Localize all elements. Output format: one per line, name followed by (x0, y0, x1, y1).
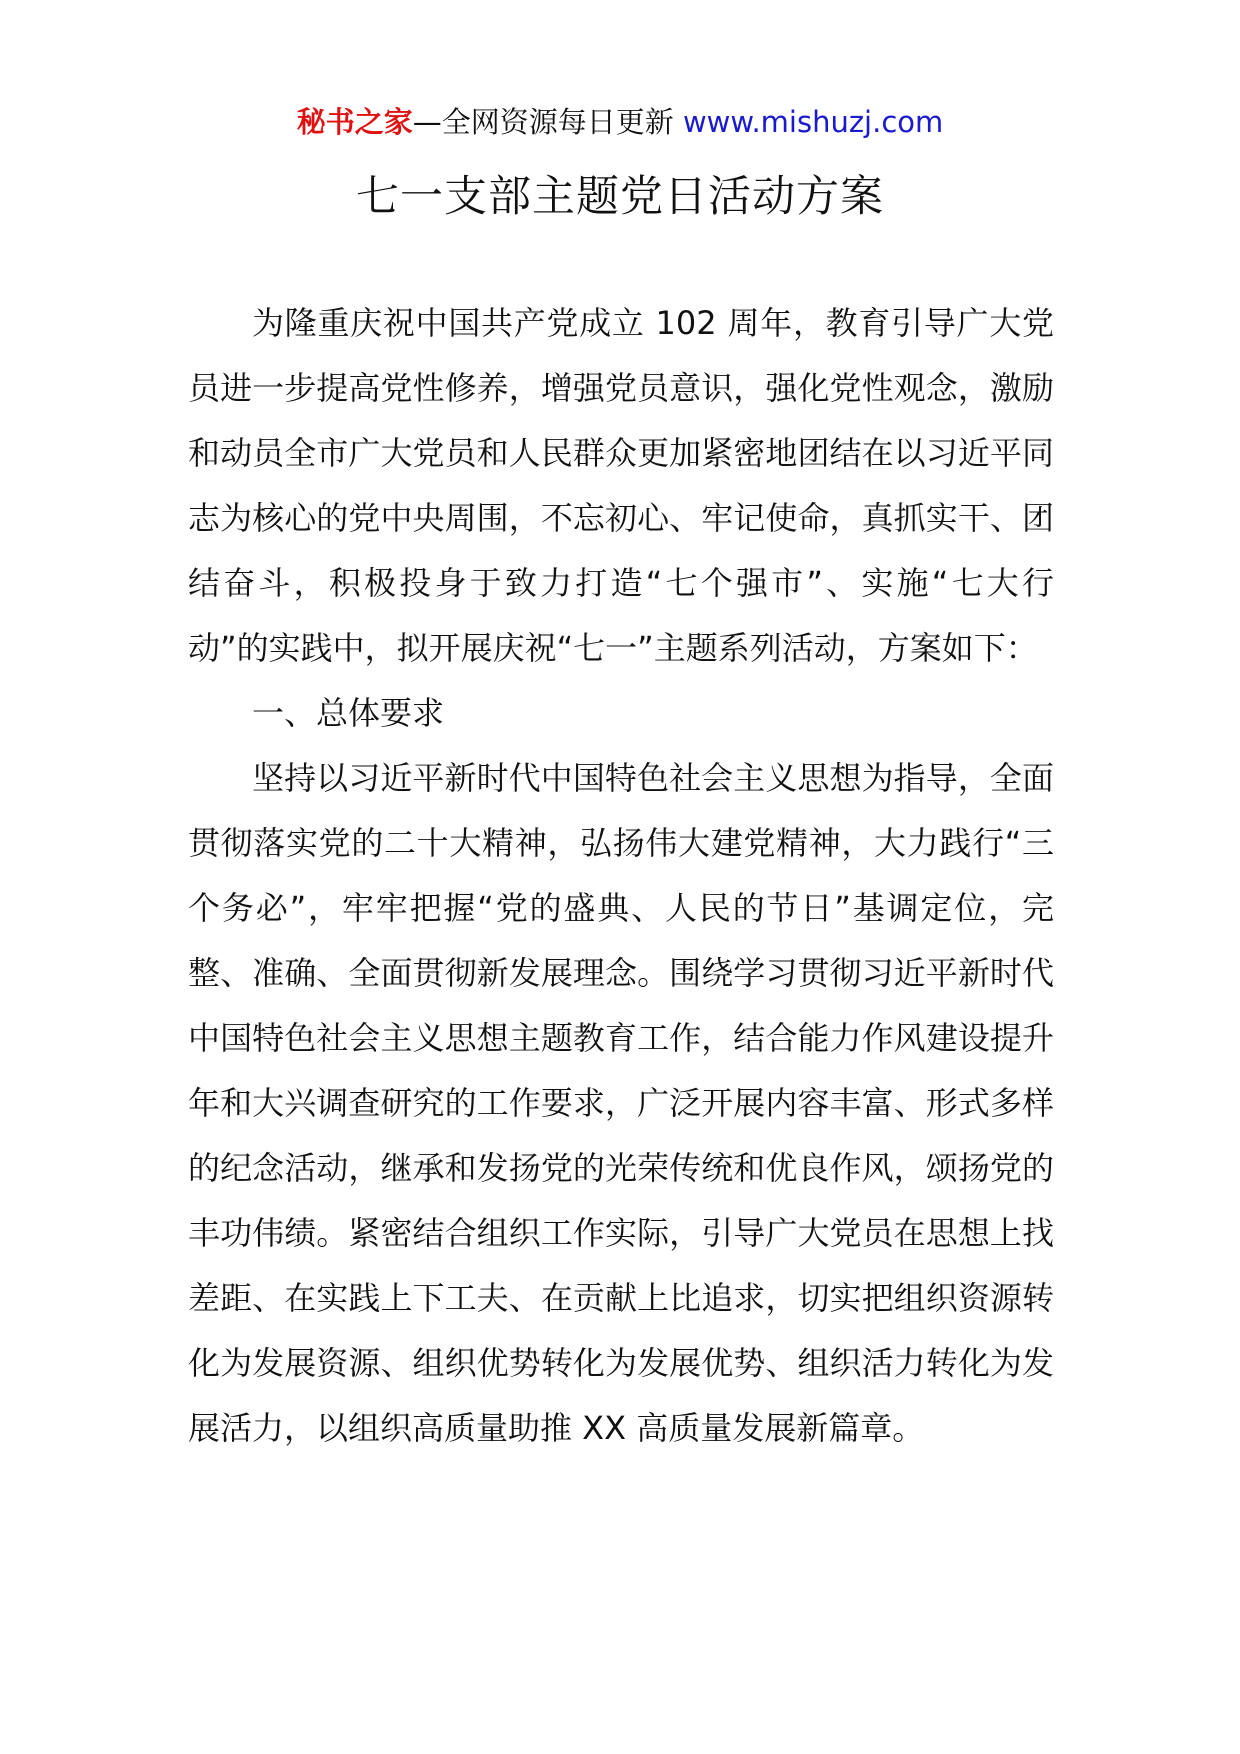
intro-paragraph: 为隆重庆祝中国共产党成立 102 周年，教育引导广大党员进一步提高党性修养，增强党员意识，强化党性观念，激励和动员全市广大党员和人民群众更加紧密地团结在以习近平同志为核心的党中央周围，不忘初心、牢记使命，真抓实干、团结奋斗，积极投身于致力打造“七个强市”、实施“七大行动”的实践中，拟开展庆祝“七一”主题系列活动，方案如下： (188, 304, 1054, 667)
header-tagline: —全网资源每日更新 (412, 105, 683, 139)
site-header (0, 102, 1240, 142)
section-heading-general-requirements: 一、总体要求 (252, 694, 445, 732)
document-body (188, 291, 1054, 1461)
site-url-link[interactable]: www.mishuzj.com (682, 105, 944, 139)
section-paragraph: 坚持以习近平新时代中国特色社会主义思想为指导，全面贯彻落实党的二十大精神，弘扬伟大建党精神，大力践行“三个务必”，牢牢把握“党的盛典、人民的节日”基调定位，完整、准确、全面贯彻新发展理念。围绕学习贯彻习近平新时代中国特色社会主义思想主题教育工作，结合能力作风建设提升年和大兴调查研究的工作要求，广泛开展内容丰富、形式多样的纪念活动，继承和发扬党的光荣传统和优良作风，颂扬党的丰功伟绩。紧密结合组织工作实际，引导广大党员在思想上找差距、在实践上下工夫、在贡献上比追求，切实把组织资源转化为发展资源、组织优势转化为发展优势、组织活力转化为发展活力，以组织高质量助推 XX 高质量发展新篇章。 (188, 759, 1054, 1447)
brand-name: 秘书之家 (296, 105, 413, 139)
document-title: 七一支部主题党日活动方案 (356, 172, 884, 222)
